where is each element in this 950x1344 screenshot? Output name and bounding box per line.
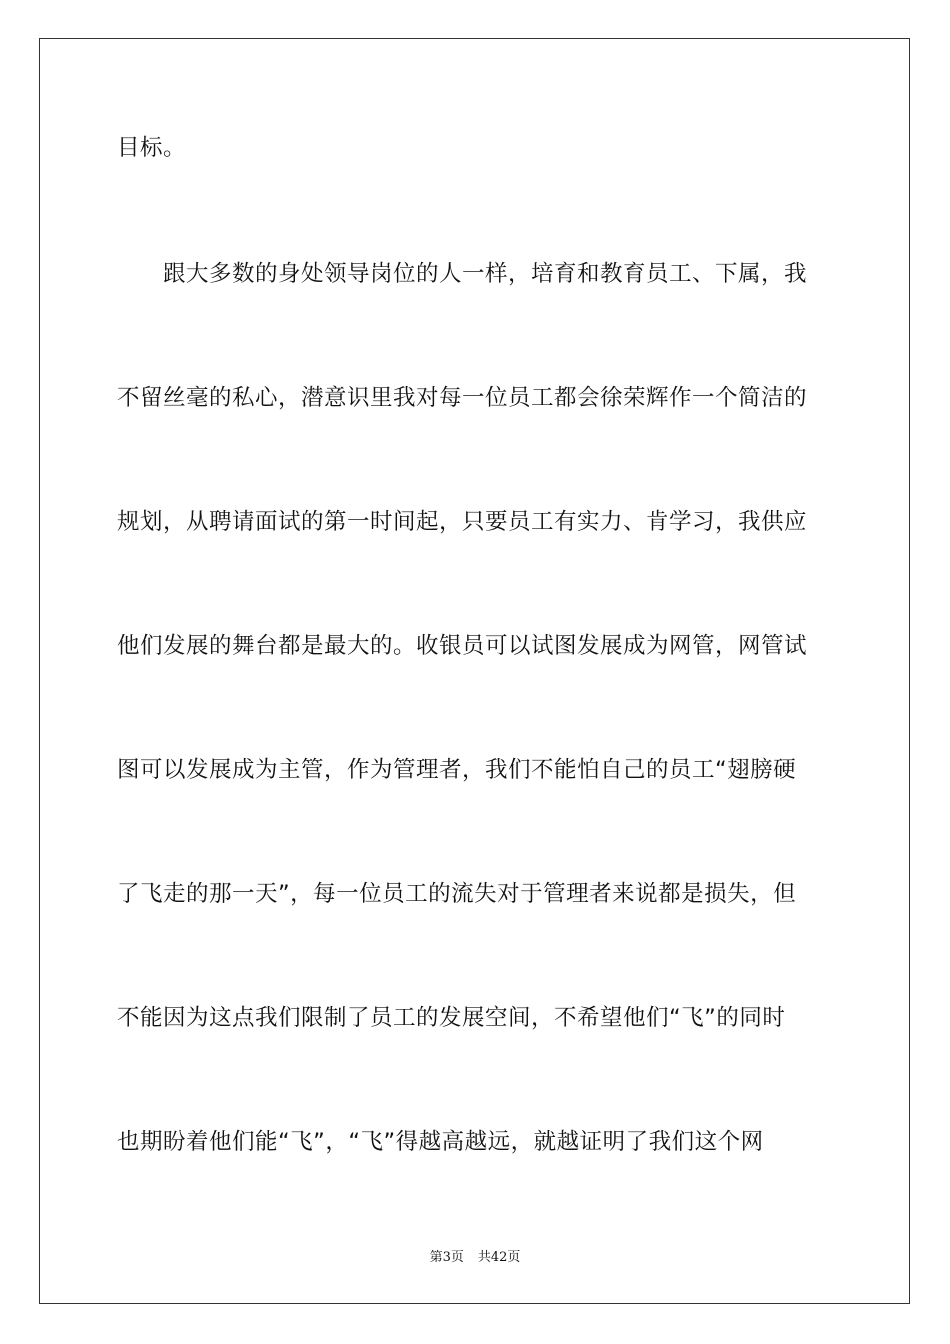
text-line: 规划，从聘请面试的第一时间起，只要员工有实力、肯学习，我供应 — [117, 509, 808, 535]
text-line: 了飞走的那一天”，每一位员工的流失对于管理者来说都是损失，但 — [117, 881, 797, 907]
page-footer — [0, 1246, 950, 1265]
text-line: 不留丝毫的私心，潜意识里我对每一位员工都会徐荣辉作一个简洁的 — [117, 385, 808, 411]
text-line: 他们发展的舞台都是最大的。收银员可以试图发展成为网管，网管试 — [117, 633, 808, 659]
text-line: 目标。 — [117, 135, 187, 161]
page-border — [39, 38, 910, 1304]
text-line: 也期盼着他们能“飞”，“飞”得越高越远，就越证明了我们这个网 — [117, 1129, 764, 1155]
text-line: 跟大多数的身处领导岗位的人一样，培育和教育员工、下属，我 — [117, 261, 808, 287]
text-line: 不能因为这点我们限制了员工的发展空间，不希望他们“飞”的同时 — [117, 1005, 786, 1031]
page-total: 共42页 — [477, 1250, 521, 1265]
text-line: 图可以发展成为主管，作为管理者，我们不能怕自己的员工“翅膀硬 — [117, 757, 797, 783]
page-number: 第3页 — [429, 1250, 464, 1265]
